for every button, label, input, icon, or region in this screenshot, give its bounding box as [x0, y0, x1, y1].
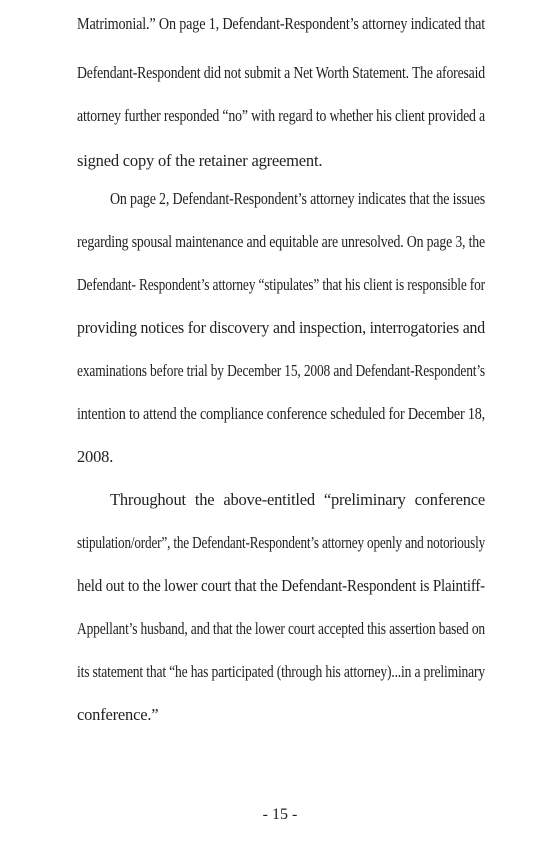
- text-line: Defendant-Respondent did not submit a Net Worth Statement. The aforesaid: [77, 63, 485, 82]
- text-line: Defendant- Respondent’s attorney “stipulates” that his client is responsible for: [77, 275, 485, 294]
- text-line: On page 2, Defendant-Respondent’s attorney indicates that the issues: [110, 189, 485, 208]
- text-line: examinations before trial by December 15, 2008 and Defendant-Respondent’s: [77, 361, 486, 380]
- text-line: signed copy of the retainer agreement.: [77, 151, 323, 170]
- text-line: Matrimonial.” On page 1, Defendant-Respondent’s attorney indicated that: [77, 14, 486, 33]
- text-line: Throughout the above-entitled “preliminary conference: [110, 490, 485, 509]
- text-line: attorney further responded “no” with regard to whether his client provided a: [77, 106, 486, 125]
- text-line: 2008.: [77, 447, 114, 466]
- page-number: - 15 -: [262, 806, 298, 823]
- text-line: intention to attend the compliance conference scheduled for December 18,: [77, 404, 485, 423]
- text-line: conference.”: [77, 705, 159, 724]
- text-line: providing notices for discovery and inspection, interrogatories and: [77, 318, 486, 337]
- text-line: stipulation/order”, the Defendant-Respondent’s attorney openly and notoriously: [77, 533, 486, 552]
- text-line: its statement that “he has participated (through his attorney)...in a preliminary: [77, 662, 485, 681]
- text-line: Appellant’s husband, and that the lower court accepted this assertion based on: [77, 619, 485, 638]
- text-line: held out to the lower court that the Defendant-Respondent is Plaintiff-: [77, 576, 486, 595]
- text-line: regarding spousal maintenance and equitable are unresolved. On page 3, the: [77, 232, 486, 251]
